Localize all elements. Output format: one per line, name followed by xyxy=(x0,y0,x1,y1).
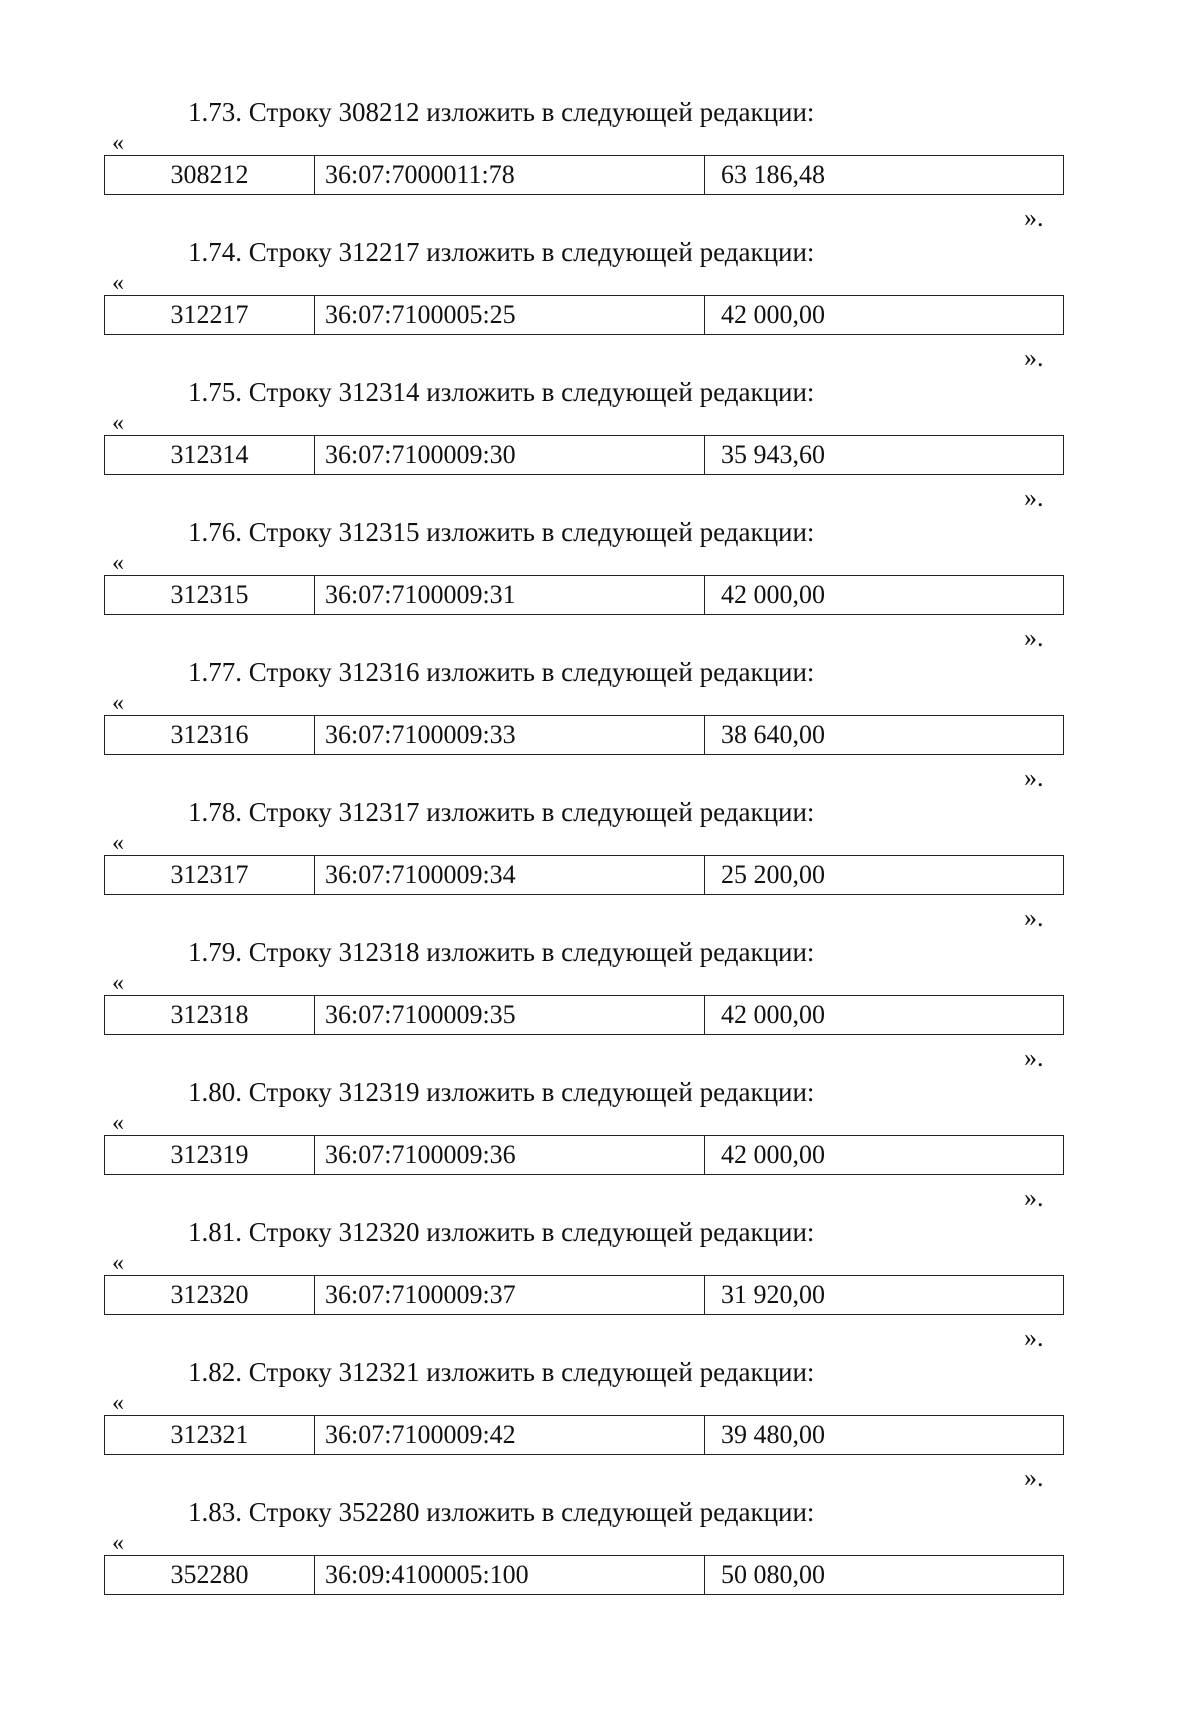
table-row xyxy=(104,855,1064,895)
amount: 42 000,00 xyxy=(721,1140,825,1169)
opening-quote: « xyxy=(112,1390,124,1416)
row-code: 312320 xyxy=(105,1276,315,1314)
cadastral-number: 36:07:7100009:37 xyxy=(315,1276,705,1314)
amount: 42 000,00 xyxy=(721,1000,825,1029)
amendment-item xyxy=(0,1356,1200,1496)
opening-quote: « xyxy=(112,130,124,156)
amendment-item xyxy=(0,376,1200,516)
row-code: 312318 xyxy=(105,996,315,1034)
amendment-item xyxy=(0,656,1200,796)
amendment-item xyxy=(0,236,1200,376)
row-code: 312314 xyxy=(105,436,315,474)
closing-quote: ». xyxy=(1024,343,1044,372)
opening-quote: « xyxy=(112,1530,124,1556)
amendment-heading: 1.82. Строку 312321 изложить в следующей редакции: xyxy=(188,1357,815,1387)
closing-quote: ». xyxy=(1024,1463,1044,1492)
opening-quote: « xyxy=(112,970,124,996)
amendment-item xyxy=(0,1216,1200,1356)
amount: 42 000,00 xyxy=(721,300,825,329)
cadastral-number: 36:07:7100009:33 xyxy=(315,716,705,754)
amendment-item xyxy=(0,1496,1200,1636)
cadastral-number: 36:07:7100009:34 xyxy=(315,856,705,894)
amendment-heading: 1.75. Строку 312314 изложить в следующей редакции: xyxy=(188,377,815,407)
amount: 31 920,00 xyxy=(721,1280,825,1309)
cadastral-number: 36:07:7100005:25 xyxy=(315,296,705,334)
amendment-heading: 1.81. Строку 312320 изложить в следующей редакции: xyxy=(188,1217,815,1247)
amount: 39 480,00 xyxy=(721,1420,825,1449)
opening-quote: « xyxy=(112,1110,124,1136)
opening-quote: « xyxy=(112,270,124,296)
opening-quote: « xyxy=(112,1250,124,1276)
amount: 50 080,00 xyxy=(721,1560,825,1589)
amendment-item xyxy=(0,1076,1200,1216)
table-row xyxy=(104,995,1064,1035)
table-row xyxy=(104,575,1064,615)
cadastral-number: 36:07:7100009:36 xyxy=(315,1136,705,1174)
amendment-heading: 1.73. Строку 308212 изложить в следующей редакции: xyxy=(188,97,815,127)
row-code: 352280 xyxy=(105,1556,315,1594)
amendment-heading: 1.79. Строку 312318 изложить в следующей редакции: xyxy=(188,937,815,967)
opening-quote: « xyxy=(112,550,124,576)
cadastral-number: 36:07:7100009:30 xyxy=(315,436,705,474)
opening-quote: « xyxy=(112,410,124,436)
table-row xyxy=(104,295,1064,335)
amount: 25 200,00 xyxy=(721,860,825,889)
row-code: 312315 xyxy=(105,576,315,614)
table-row xyxy=(104,1555,1064,1595)
closing-quote: ». xyxy=(1024,1043,1044,1072)
closing-quote: ». xyxy=(1024,623,1044,652)
amendment-item xyxy=(0,796,1200,936)
opening-quote: « xyxy=(112,830,124,856)
table-row xyxy=(104,1415,1064,1455)
cadastral-number: 36:07:7100009:31 xyxy=(315,576,705,614)
amount: 63 186,48 xyxy=(721,160,825,189)
closing-quote: ». xyxy=(1024,1323,1044,1352)
amendment-heading: 1.77. Строку 312316 изложить в следующей редакции: xyxy=(188,657,815,687)
closing-quote: ». xyxy=(1024,903,1044,932)
closing-quote: ». xyxy=(1024,203,1044,232)
closing-quote: ». xyxy=(1024,763,1044,792)
row-code: 308212 xyxy=(105,156,315,194)
closing-quote: ». xyxy=(1024,1183,1044,1212)
row-code: 312317 xyxy=(105,856,315,894)
row-code: 312321 xyxy=(105,1416,315,1454)
cadastral-number: 36:07:7100009:35 xyxy=(315,996,705,1034)
amount: 35 943,60 xyxy=(721,440,825,469)
opening-quote: « xyxy=(112,690,124,716)
amendment-heading: 1.83. Строку 352280 изложить в следующей редакции: xyxy=(188,1497,815,1527)
amount: 38 640,00 xyxy=(721,720,825,749)
table-row xyxy=(104,715,1064,755)
table-row xyxy=(104,435,1064,475)
table-row xyxy=(104,1135,1064,1175)
cadastral-number: 36:07:7000011:78 xyxy=(315,156,705,194)
amendment-heading: 1.80. Строку 312319 изложить в следующей редакции: xyxy=(188,1077,815,1107)
amendment-item xyxy=(0,96,1200,236)
cadastral-number: 36:09:4100005:100 xyxy=(315,1556,705,1594)
row-code: 312319 xyxy=(105,1136,315,1174)
table-row xyxy=(104,155,1064,195)
amendment-item xyxy=(0,936,1200,1076)
amendment-heading: 1.78. Строку 312317 изложить в следующей редакции: xyxy=(188,797,815,827)
amount: 42 000,00 xyxy=(721,580,825,609)
cadastral-number: 36:07:7100009:42 xyxy=(315,1416,705,1454)
amendment-heading: 1.76. Строку 312315 изложить в следующей редакции: xyxy=(188,517,815,547)
amendment-item xyxy=(0,516,1200,656)
closing-quote: ». xyxy=(1024,483,1044,512)
row-code: 312217 xyxy=(105,296,315,334)
table-row xyxy=(104,1275,1064,1315)
amendment-heading: 1.74. Строку 312217 изложить в следующей редакции: xyxy=(188,237,815,267)
row-code: 312316 xyxy=(105,716,315,754)
